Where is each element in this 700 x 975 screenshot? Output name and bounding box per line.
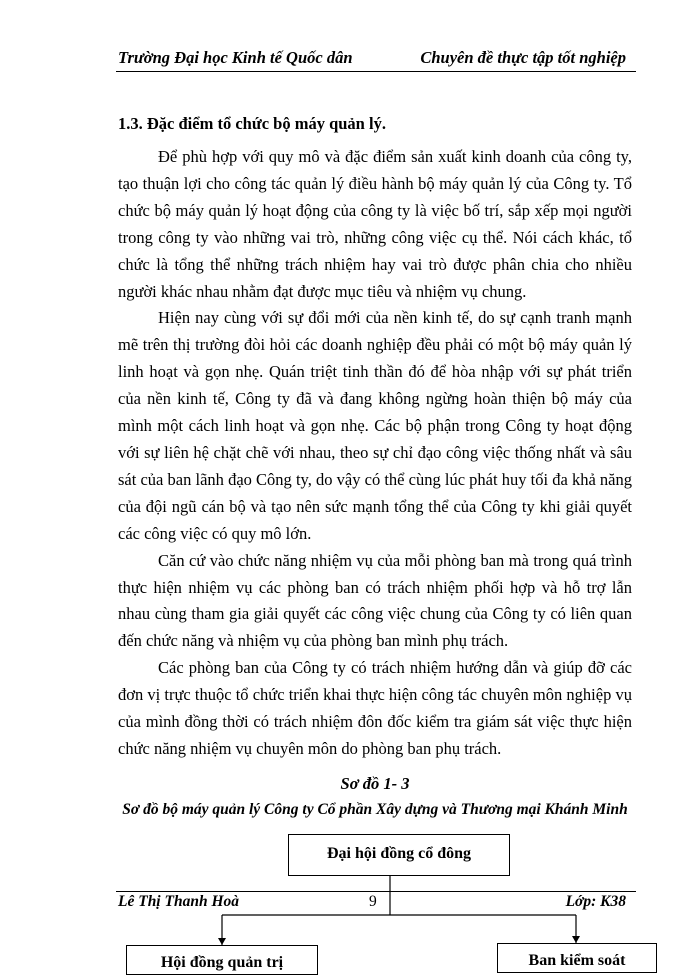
arrow-right (572, 936, 580, 943)
paragraph-1: Để phù hợp với quy mô và đặc điểm sản xuất kinh doanh của công ty, tạo thuận lợi cho công tác quản lý điều hành bộ máy quản lý của Công ty. Tổ chức bộ máy quản lý hoạt động của công ty là việc bố trí, sắp xếp mọi người trong công ty vào những vai trò, những công việc cụ thể. Nói cách khác, tổ chức là tổng thể những trách nhiệm hay vai trò được phân chia cho nhiều người khác nhau nhằm đạt được mục tiêu và nhiệm vụ chung. (118, 147, 632, 301)
org-box-supervisory-board: Ban kiểm soát (497, 943, 657, 973)
footer-rule (116, 891, 636, 892)
paragraph-4: Các phòng ban của Công ty có trách nhiệm hướng dẫn và giúp đỡ các đơn vị trực thuộc tổ chức triển khai thực hiện công tác chuyên môn nghiệp vụ của mình đồng thời có trách nhiệm đôn đốc kiểm tra giám sát việc thực hiện chức năng nhiệm vụ chuyên môn do phòng ban phụ trách. (118, 658, 632, 758)
body-text (118, 144, 632, 763)
org-box-shareholders-meeting: Đại hội đồng cổ đông (288, 834, 510, 876)
header-rule (116, 71, 636, 72)
footer-author: Lê Thị Thanh Hoà (118, 893, 240, 910)
diagram-label: Sơ đồ 1- 3 (340, 774, 410, 793)
footer-class: Lớp: K38 (565, 893, 626, 910)
header-school: Trường Đại học Kinh tế Quốc dân (118, 48, 353, 67)
diagram-caption: Sơ đồ bộ máy quản lý Công ty Cổ phần Xây dựng và Thương mại Khánh Minh (122, 801, 628, 818)
paragraph-3: Căn cứ vào chức năng nhiệm vụ của mỗi phòng ban mà trong quá trình thực hiện nhiệm vụ các phòng ban có trách nhiệm phối hợp và hỗ trợ lẫn nhau cùng tham gia giải quyết các công việc chung của Công ty có liên quan đến chức năng và nhiệm vụ của phòng ban mình phụ trách. (118, 550, 632, 651)
paragraph-2: Hiện nay cùng với sự đổi mới của nền kinh tế, do sự cạnh tranh mạnh mẽ trên thị trường đòi hỏi các doanh nghiệp đều phải có một bộ máy quản lý linh hoạt và gọn nhẹ. Quán triệt tinh thần đó để hòa nhập với sự phát triển của nền kinh tế, Công ty đã và đang không ngừng hoàn thiện bộ máy của mình một cách linh hoạt và gọn nhẹ. Các bộ phận trong Công ty hoạt động với sự liên hệ chặt chẽ với nhau, theo sự chỉ đạo công việc thống nhất và sâu sát của ban lãnh đạo Công ty, do vậy có thể cùng lúc phát huy tối đa khả năng của đội ngũ cán bộ và tạo nên sức mạnh tổng thể của Công ty khi giải quyết các công việc có quy mô lớn. (118, 308, 632, 543)
org-box-board-of-directors: Hội đồng quản trị (126, 945, 318, 975)
arrow-left (218, 938, 226, 945)
page-number: 9 (369, 893, 377, 910)
header-doc-type: Chuyên đề thực tập tốt nghiệp (420, 48, 626, 67)
section-title: 1.3. Đặc điểm tổ chức bộ máy quản lý. (118, 114, 386, 133)
